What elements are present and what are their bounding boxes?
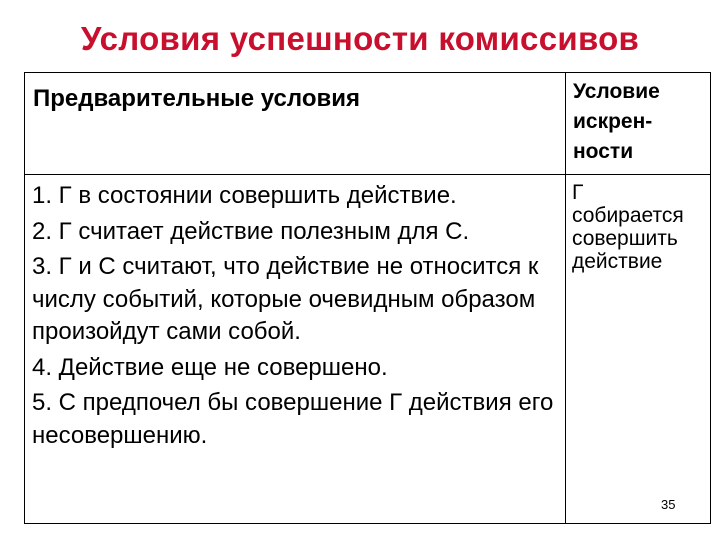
- sincerity-header-line: искрен-: [573, 110, 653, 133]
- sincerity-line: совершить: [572, 227, 678, 250]
- page-number: 35: [661, 497, 676, 512]
- preconditions-header: Предварительные условия: [33, 85, 360, 112]
- sincerity-condition: [572, 181, 710, 273]
- column-divider: [565, 73, 566, 523]
- sincerity-header: [573, 77, 708, 167]
- slide-title: Условия успешности комиссивов: [80, 20, 640, 57]
- condition-item: 2. Г считает действие полезным для С.: [32, 217, 470, 245]
- header-divider: [25, 174, 710, 175]
- sincerity-line: Г: [572, 181, 584, 204]
- conditions-table: [24, 72, 711, 524]
- condition-item: 5. С предпочел бы совершение Г действия его несовершению.: [32, 389, 554, 449]
- condition-item: 3. Г и С считают, что действие не относится к числу событий, которые очевидным образом произойдут сами собой.: [32, 253, 539, 345]
- condition-item: 4. Действие еще не совершено.: [32, 353, 388, 381]
- sincerity-line: собирается: [572, 204, 684, 227]
- preconditions-list: [32, 180, 560, 455]
- condition-item: 1. Г в состоянии совершить действие.: [32, 182, 457, 209]
- sincerity-header-line: ности: [573, 140, 634, 163]
- sincerity-line: действие: [572, 250, 663, 273]
- sincerity-header-line: Условие: [573, 80, 660, 103]
